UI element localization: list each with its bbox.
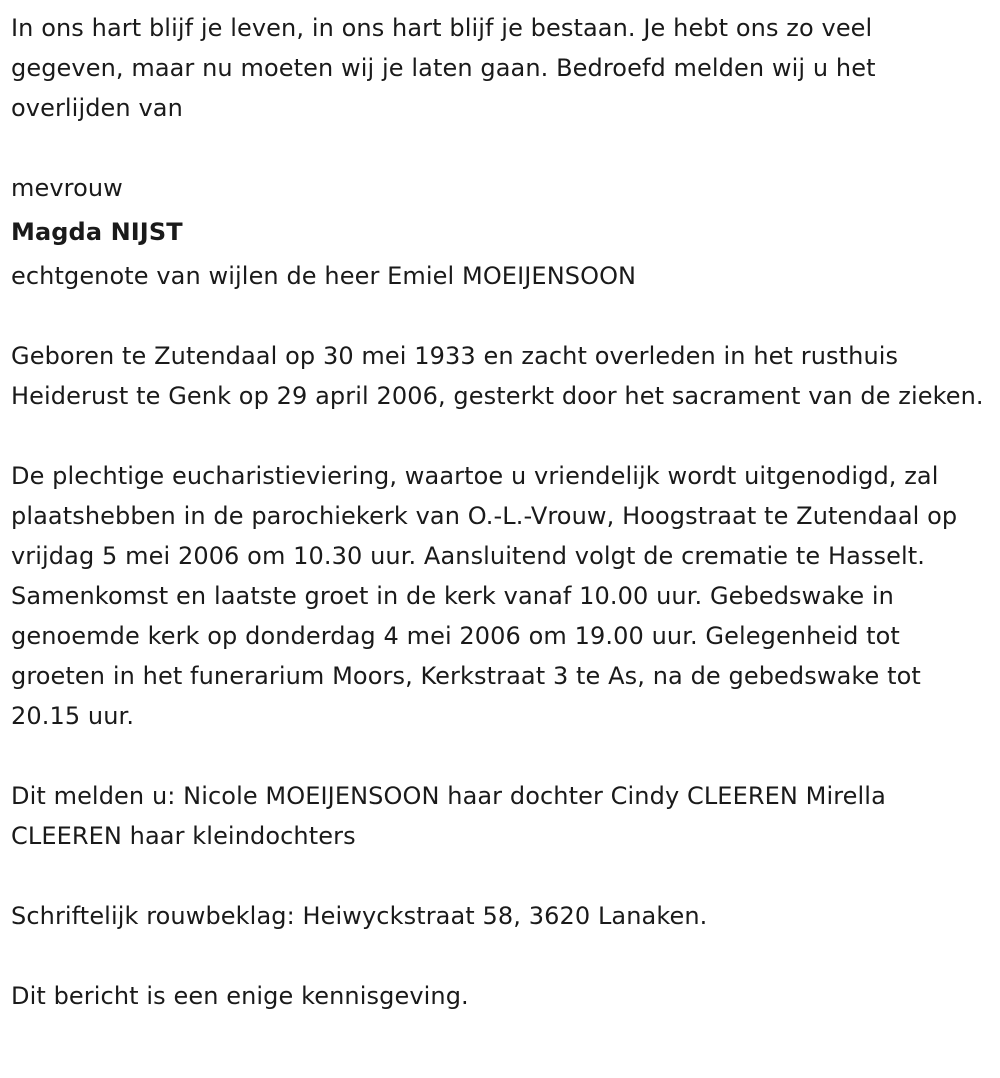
salutation-text: mevrouw xyxy=(11,174,123,202)
family-text: Dit melden u: Nicole MOEIJENSOON haar dochter Cindy CLEEREN Mirella CLEEREN haar kleindochters xyxy=(11,782,886,850)
spacer xyxy=(11,936,990,976)
intro-text: In ons hart blijf je leven, in ons hart blijf je bestaan. Je hebt ons zo veel gegeven, maar nu moeten wij je laten gaan. Bedroefd melden wij u het overlijden van xyxy=(11,14,876,122)
spacer xyxy=(11,416,990,456)
spacer xyxy=(11,856,990,896)
spacer xyxy=(11,736,990,776)
spacer xyxy=(11,128,990,168)
spouse-text: echtgenote van wijlen de heer Emiel MOEIJENSOON xyxy=(11,262,637,290)
ceremony-text: De plechtige eucharistieviering, waartoe u vriendelijk wordt uitgenodigd, zal plaatshebben in de parochiekerk van O.-L.-Vrouw, Hoogstraat te Zutendaal op vrijdag 5 mei 2006 om 10.30 uur. Aansluitend volgt de crematie te Hasselt. Samenkomst en laatste groet in de kerk vanaf 10.00 uur. Gebedswake in genoemde kerk op donderdag 4 mei 2006 om 19.00 uur. Gelegenheid tot groeten in het funerarium Moors, Kerkstraat 3 te As, na de gebedswake tot 20.15 uur. xyxy=(11,462,958,730)
spacer xyxy=(11,296,990,336)
condolences-text: Schriftelijk rouwbeklag: Heiwyckstraat 58, 3620 Lanaken. xyxy=(11,902,708,930)
birth-death-text: Geboren te Zutendaal op 30 mei 1933 en zacht overleden in het rusthuis Heiderust te Genk op 29 april 2006, gesterkt door het sacrament van de zieken. xyxy=(11,342,984,410)
deceased-name: Magda NIJST xyxy=(11,218,183,246)
notice-text: Dit bericht is een enige kennisgeving. xyxy=(11,982,469,1010)
